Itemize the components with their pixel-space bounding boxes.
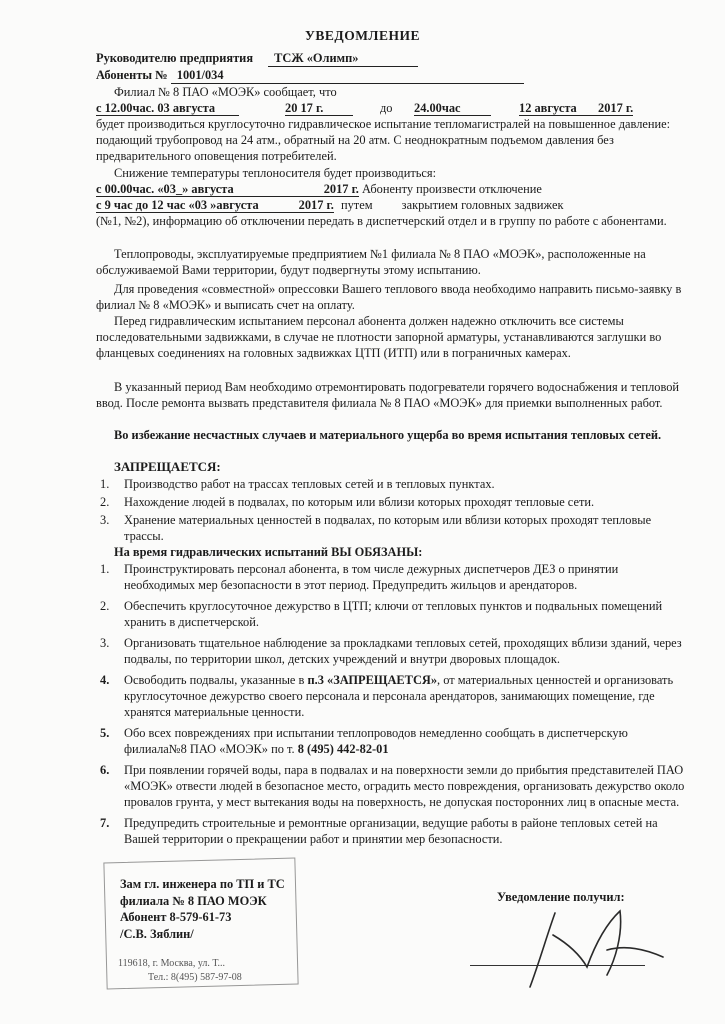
sender-phone: Абонент 8-579-61-73	[120, 910, 232, 924]
temperature-label: Снижение температуры теплоносителя будет производиться:	[114, 166, 437, 180]
period1-to-date-value: 12 августа	[519, 101, 612, 116]
period1-from-value: с 12.00час. 03 августа	[96, 101, 239, 116]
document-title: УВЕДОМЛЕНИЕ	[304, 28, 421, 43]
period1-year-to-value: 2017 г.	[598, 101, 634, 115]
list-item: 4. Освободить подвалы, указанные в п.3 «ЗАПРЕЩАЕТСЯ», от материальных ценностей и организовать круглосуточное дежурство своего персонала и персонала арендаторов, занимающих помещение, где хранятся материальные ценности.	[100, 673, 674, 719]
recipient-line	[96, 50, 418, 67]
period1-to	[414, 100, 491, 116]
recipient-value: ТСЖ «Олимп»	[268, 50, 418, 67]
period1-to-value: 24.00час	[414, 101, 491, 116]
subscriber-value: 1001/034	[171, 67, 524, 84]
list-item: 2. Обеспечить круглосуточное дежурство в ЦТП; ключи от тепловых пунктов и подвальных помещений хранить в диспетчерской.	[100, 599, 663, 629]
warning-heading: Во избежание несчастных случаев и материального ущерба во время испытания тепловых сетей.	[114, 428, 662, 442]
list-item: 7. Предупредить строительные и ремонтные организации, ведущие работы в районе тепловых сетей на Вашей территории о прекращении работ и принятии мер безопасности.	[100, 816, 658, 846]
list-item: 2. Нахождение людей в подвалах, по которым или вблизи которых проходят тепловые сети.	[100, 495, 595, 509]
stamp-address: 119618, г. Москва, ул. Т...	[118, 958, 225, 969]
period2-tail: Абоненту произвести отключение	[362, 182, 542, 196]
period3-tail-b: закрытием головных задвижек	[401, 198, 564, 212]
forbidden-title: ЗАПРЕЩАЕТСЯ:	[114, 459, 221, 474]
period2-from-value: с 00.00час. «03_» августа	[96, 182, 324, 197]
sender-position: Зам гл. инженера по ТП и ТС	[120, 877, 285, 891]
period1-year-from-value: 20 17 г.	[285, 101, 353, 116]
intro-text: Филиал № 8 ПАО «МОЭК» сообщает, что	[114, 85, 337, 99]
period2-year-value: 2017 г.	[323, 182, 359, 196]
list-item: 1. Проинструктировать персонал абонента, в том числе дежурных диспетчеров ДЕЗ о принятии необходимых мер безопасности в этот период. Предупредить жильцов и арендаторов.	[100, 562, 619, 592]
paragraph-pipelines: Теплопроводы, эксплуатируемые предприятием №1 филиала № 8 ПАО «МОЭК», расположенные на обслуживаемой Вами территории, будут подвергнуты этому испытанию.	[96, 247, 646, 277]
paragraph-before-test: Перед гидравлическим испытанием персонал абонента должен надежно отключить все системы последовательными задвижками, в случае не плотности запорной арматуры, устанавливаются заглушки во фланцевых соединениях на головных задвижках ЦТП (ИТП) или в пограничных камерах.	[96, 314, 662, 360]
sender-signature-block	[120, 876, 320, 942]
subscriber-label: Абоненты №	[96, 68, 168, 82]
period1-year-from	[285, 100, 353, 116]
subscriber-line	[96, 67, 524, 84]
paragraph-repairs: В указанный период Вам необходимо отремонтировать подогреватели горячего водоснабжения и тепловой ввод. После ремонта вызвать представителя филиала № 8 ПАО «МОЭК» для приемки выполненных работ.	[96, 380, 680, 410]
list-item: 3. Организовать тщательное наблюдение за прокладками тепловых сетей, проходящих вблизи зданий, через подвалы, по территории школ, детских учреждений и внутри дворовых площадок.	[100, 636, 682, 666]
period1-from	[96, 100, 239, 116]
sender-name: /С.В. Зяблин/	[120, 926, 194, 941]
list-item: 1. Производство работ на трассах тепловых сетей и в тепловых пунктах.	[100, 477, 495, 491]
duties-list	[96, 561, 686, 847]
period3-tail-a: путем	[340, 198, 373, 212]
duties-title: На время гидравлических испытаний ВЫ ОБЯЗАНЫ:	[114, 545, 423, 559]
period3-from-value: с 9 час до 12 час «03 »августа	[96, 198, 299, 213]
forbidden-list	[96, 476, 686, 544]
period3-year-value: 2017 г.	[298, 198, 334, 212]
list-item: 6. При появлении горячей воды, пара в подвалах и на поверхности земли до прибытия представителей ПАО «МОЭК» отвести людей в безопасное место, оградить место повреждения, организовать дежурство около провалов грунта, у мест вытекания воды на поверхность, не допуская посторонних лиц в опасные места.	[100, 763, 685, 809]
list-item: 5. Обо всех повреждениях при испытании теплопроводов немедленно сообщать в диспетчерскую филиала№8 ПАО «МОЭК» по т. 8 (495) 442-82-01	[100, 726, 628, 756]
period3-line	[96, 197, 563, 213]
paragraph-shutoff-info: (№1, №2), информацию об отключении передать в диспетчерский отдел и в группу по работе с абонентами.	[96, 214, 667, 228]
sender-branch: филиала № 8 ПАО МОЭК	[120, 893, 267, 908]
stamp-phone: Тел.: 8(495) 587-97-08	[148, 972, 242, 983]
received-label: Уведомление получил:	[497, 890, 625, 904]
period1-to-word: до	[380, 101, 393, 115]
recipient-label: Руководителю предприятия	[96, 51, 254, 65]
period1-year-to	[598, 100, 633, 116]
period2-line	[96, 181, 542, 197]
paragraph-joint-test: Для проведения «совместной» опрессовки Вашего теплового ввода необходимо направить письмо-заявку в филиал № 8 «МОЭК» и выписать счет на оплату.	[96, 282, 682, 312]
handwritten-signature	[495, 905, 675, 990]
paragraph-test-description: будет производиться круглосуточно гидравлическое испытание тепломагистралей на повышенное давление: подающий трубопровод на 24 атм., обратный на 20 атм. С неоднократным подъемом давления без предварительного оповещения потребителей.	[96, 117, 671, 163]
list-item: 3. Хранение материальных ценностей в подвалах, по которым или вблизи которых проходят тепловые трассы.	[100, 513, 652, 543]
